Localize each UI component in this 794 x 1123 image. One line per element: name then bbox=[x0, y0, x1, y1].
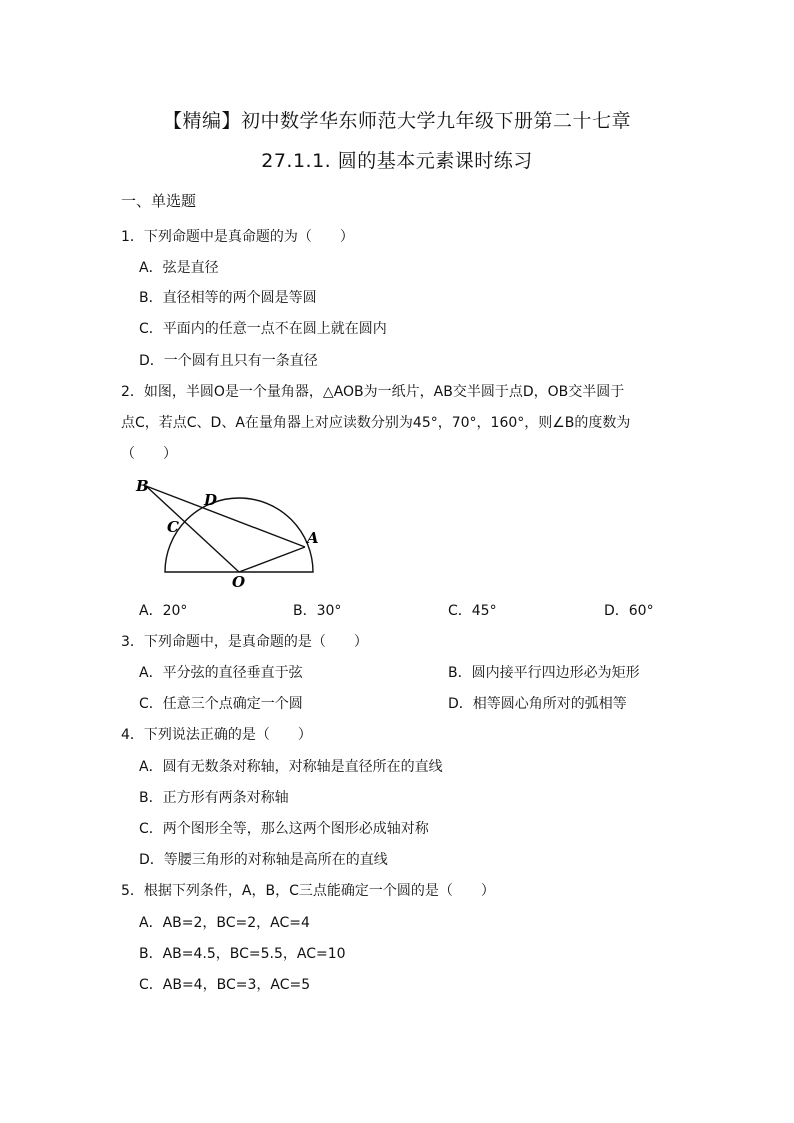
question-3-stem: 3．下列命题中，是真命题的是（ ） bbox=[121, 634, 368, 650]
label-o: O bbox=[232, 573, 246, 591]
question-3-option-b: B．圆内接平行四边形必为矩形 bbox=[448, 665, 640, 681]
question-4-option-a: A．圆有无数条对称轴，对称轴是直径所在的直线 bbox=[139, 759, 443, 775]
question-2-stem-line2: 点C，若点C、D、A在量角器上对应读数分别为45°，70°，160°，则∠B的度数为 bbox=[121, 415, 631, 431]
document-title-line1: 【精编】初中数学华东师范大学九年级下册第二十七章 bbox=[162, 110, 631, 132]
question-4-option-c: C．两个图形全等，那么这两个图形必成轴对称 bbox=[139, 821, 429, 837]
question-5-option-c: C．AB=4，BC=3，AC=5 bbox=[139, 977, 311, 993]
question-1-option-d: D．一个圆有且只有一条直径 bbox=[139, 353, 318, 369]
question-5-option-b: B．AB=4.5，BC=5.5，AC=10 bbox=[139, 946, 346, 962]
question-3-option-c: C．任意三个点确定一个圆 bbox=[139, 696, 303, 712]
label-d: D bbox=[204, 491, 218, 509]
question-1-option-b: B．直径相等的两个圆是等圆 bbox=[139, 290, 317, 306]
document-title-line2: 27.1.1. 圆的基本元素课时练习 bbox=[261, 150, 533, 172]
section-heading: 一、单选题 bbox=[121, 192, 197, 210]
question-2-option-c: C．45° bbox=[448, 603, 497, 619]
question-3-option-d: D．相等圆心角所对的弧相等 bbox=[448, 696, 627, 712]
question-4-stem: 4．下列说法正确的是（ ） bbox=[121, 727, 312, 743]
question-3-option-a: A．平分弦的直径垂直于弦 bbox=[139, 665, 303, 681]
semicircle bbox=[165, 498, 313, 572]
question-5-stem: 5．根据下列条件，A，B，C三点能确定一个圆的是（ ） bbox=[121, 883, 495, 899]
protractor-triangle-figure bbox=[128, 474, 328, 594]
question-2-stem-line3: （ ） bbox=[121, 446, 177, 462]
question-4-option-d: D．等腰三角形的对称轴是高所在的直线 bbox=[139, 852, 388, 868]
question-1-stem: 1．下列命题中是真命题的为（ ） bbox=[121, 229, 354, 245]
question-2-option-a: A．20° bbox=[139, 603, 188, 619]
question-5-option-a: A．AB=2，BC=2，AC=4 bbox=[139, 915, 310, 931]
label-c: C bbox=[167, 518, 179, 536]
label-b: B bbox=[136, 477, 149, 495]
label-a: A bbox=[307, 529, 319, 547]
segment-ab bbox=[146, 486, 305, 547]
question-2-option-b: B．30° bbox=[293, 603, 342, 619]
question-2-stem-line1: 2．如图，半圆O是一个量角器，△AOB为一纸片，AB交半圆于点D，OB交半圆于 bbox=[121, 384, 625, 400]
question-2-option-d: D．60° bbox=[604, 603, 654, 619]
question-1-option-c: C．平面内的任意一点不在圆上就在圆内 bbox=[139, 321, 387, 337]
question-4-option-b: B．正方形有两条对称轴 bbox=[139, 790, 289, 806]
question-1-option-a: A．弦是直径 bbox=[139, 260, 219, 276]
segment-oa bbox=[239, 547, 305, 572]
